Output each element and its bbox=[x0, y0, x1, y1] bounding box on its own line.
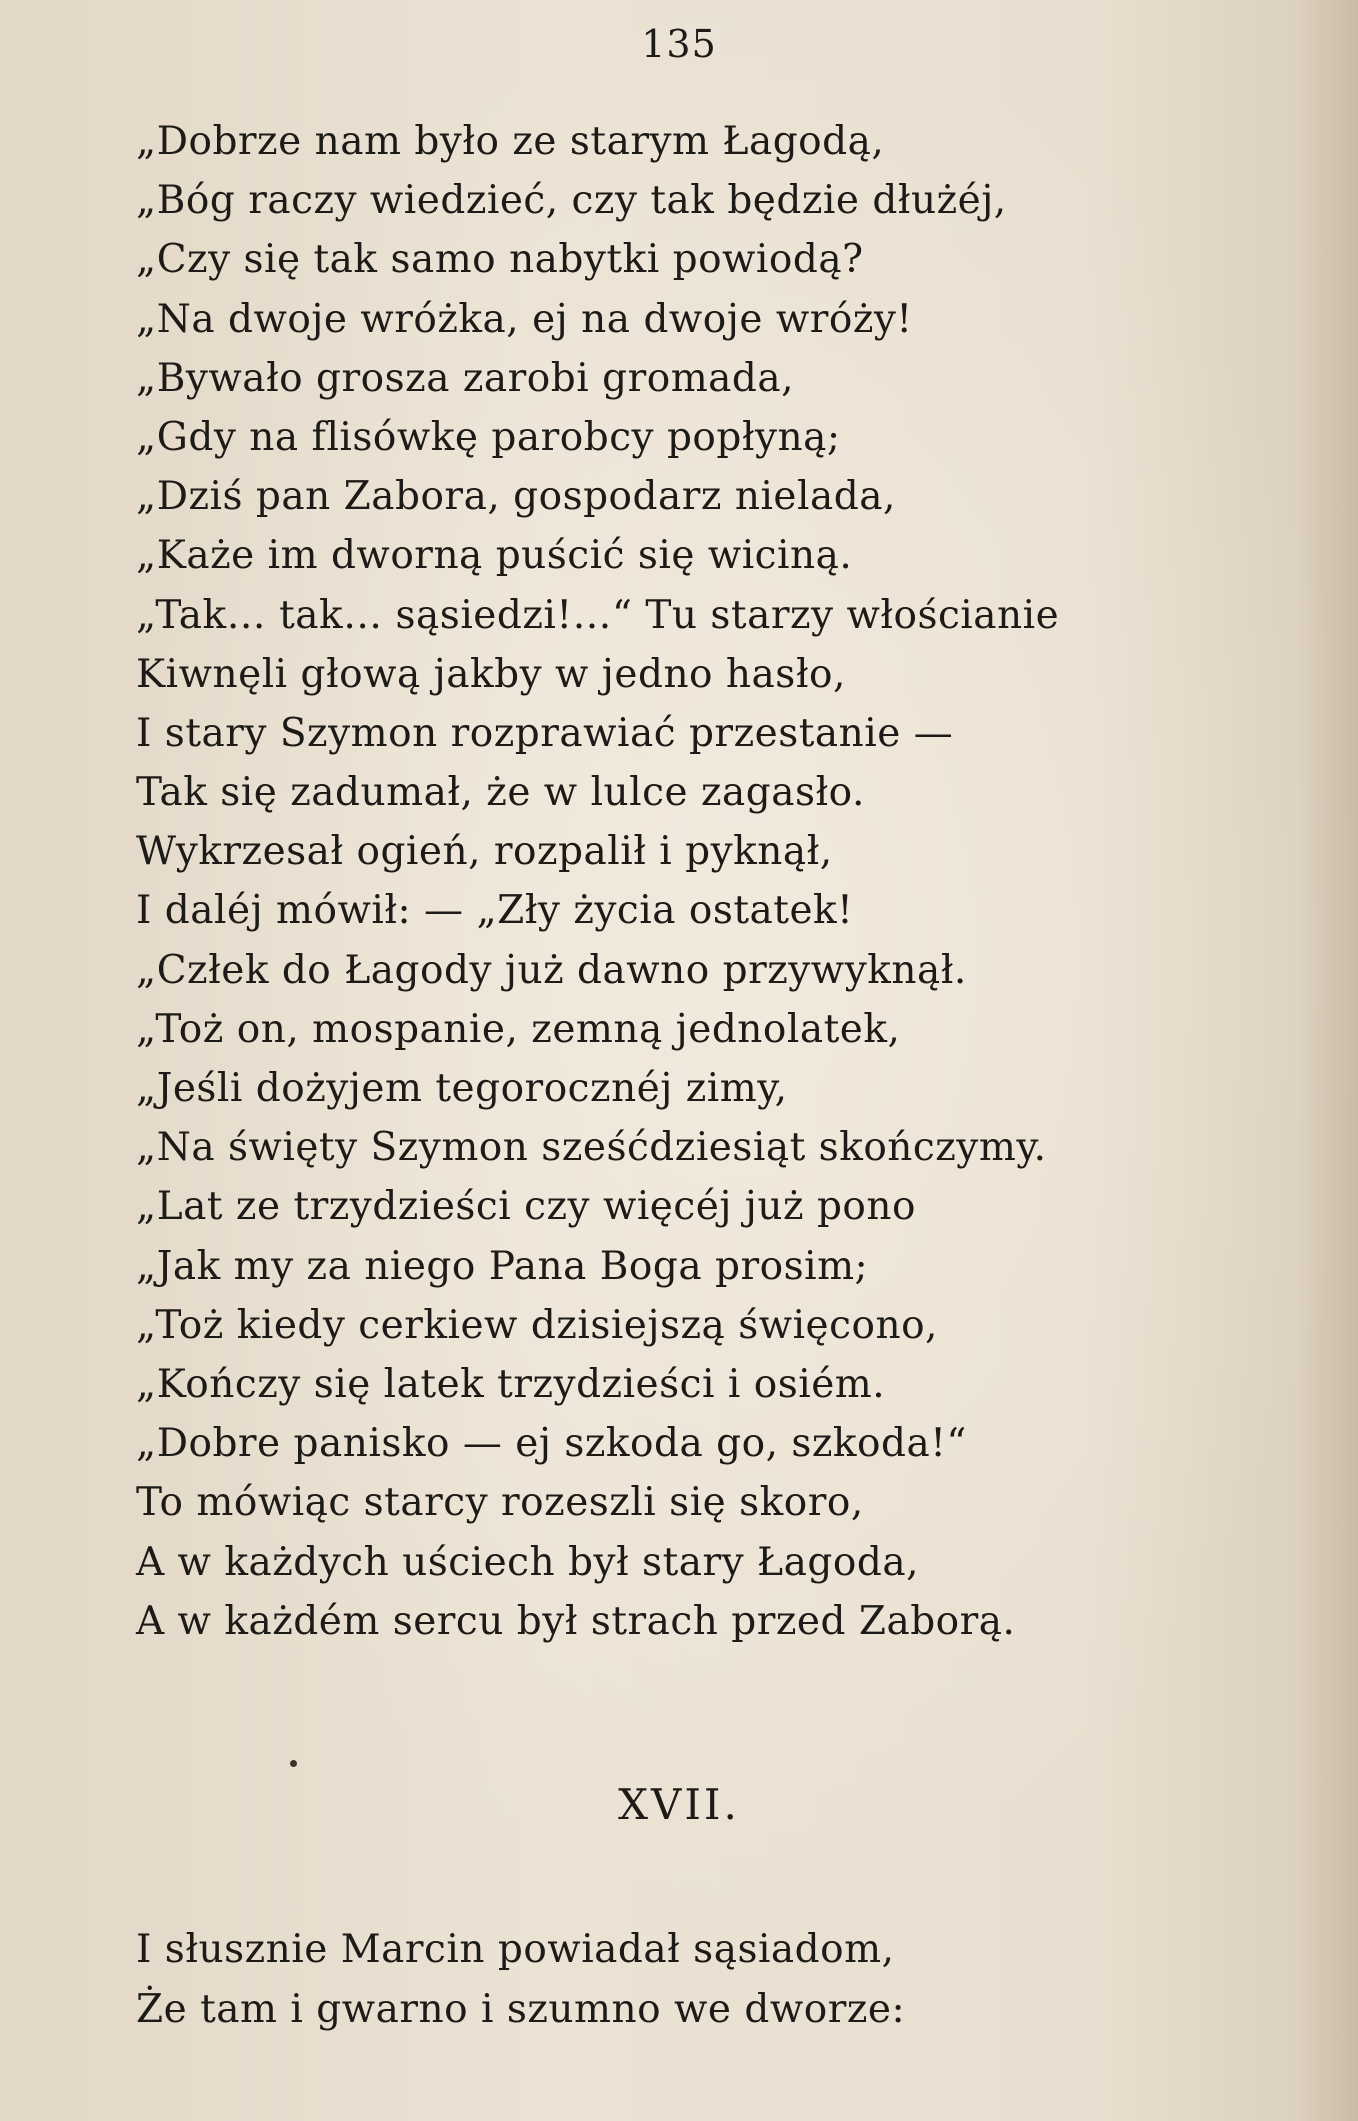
verse-line: I stary Szymon rozprawiać przestanie — bbox=[136, 710, 954, 756]
verse-line: „Każe im dworną puścić się wiciną. bbox=[136, 533, 853, 579]
verse-line: A w każdych uściech był stary Łagoda, bbox=[136, 1539, 919, 1585]
verse-line: „Jak my za niego Pana Boga prosim; bbox=[136, 1243, 869, 1289]
verse-line: „Bywało grosza zarobi gromada, bbox=[136, 355, 795, 401]
verse-stanza-1 bbox=[136, 112, 1059, 1651]
verse-line: „Toż on, mospanie, zemną jednolatek, bbox=[136, 1006, 901, 1052]
verse-line: „Człek do Łagody już dawno przywyknął. bbox=[136, 947, 967, 993]
verse-line: Tak się zadumał, że w lulce zagasło. bbox=[136, 770, 865, 816]
verse-line: „Na dwoje wróżka, ej na dwoje wróży! bbox=[136, 296, 913, 342]
verse-line: I słusznie Marcin powiadał sąsiadom, bbox=[136, 1927, 895, 1972]
verse-line: I daléj mówił: — „Zły życia ostatek! bbox=[136, 888, 854, 934]
verse-line: „Bóg raczy wiedzieć, czy tak będzie dłużéj, bbox=[136, 178, 1007, 224]
verse-line: Kiwnęli głową jakby w jedno hasło, bbox=[136, 651, 846, 697]
verse-line: „Tak… tak… sąsiedzi!…“ Tu starzy włościanie bbox=[136, 592, 1060, 638]
verse-line: Że tam i gwarno i szumno we dworze: bbox=[136, 1987, 906, 2032]
ink-speck bbox=[290, 1760, 297, 1767]
page-number: 135 bbox=[641, 22, 717, 66]
verse-line: „Gdy na flisówkę parobcy popłyną; bbox=[136, 414, 841, 460]
verse-line: To mówiąc starcy rozeszli się skoro, bbox=[136, 1480, 864, 1526]
verse-line: „Dziś pan Zabora, gospodarz nielada, bbox=[136, 474, 896, 520]
verse-line: „Jeśli dożyjem tegorocznéj zimy, bbox=[136, 1066, 788, 1111]
verse-line: Wykrzesał ogień, rozpalił i pyknął, bbox=[136, 829, 833, 875]
verse-stanza-2 bbox=[136, 1920, 905, 2040]
verse-line: „Dobrze nam było ze starym Łagodą, bbox=[136, 119, 885, 164]
verse-line: „Kończy się latek trzydzieści i osiém. bbox=[136, 1361, 886, 1407]
verse-line: „Na święty Szymon sześćdziesiąt skończymy. bbox=[136, 1125, 1047, 1171]
verse-line: „Toż kiedy cerkiew dzisiejszą święcono, bbox=[136, 1302, 938, 1348]
verse-line: „Lat ze trzydzieści czy więcéj już pono bbox=[136, 1184, 916, 1230]
verse-line: A w każdém sercu był strach przed Zaborą. bbox=[136, 1598, 1016, 1644]
verse-line: „Dobre panisko — ej szkoda go, szkoda!“ bbox=[136, 1421, 967, 1467]
verse-line: „Czy się tak samo nabytki powiodą? bbox=[136, 237, 864, 283]
chapter-heading: XVII. bbox=[618, 1780, 740, 1829]
